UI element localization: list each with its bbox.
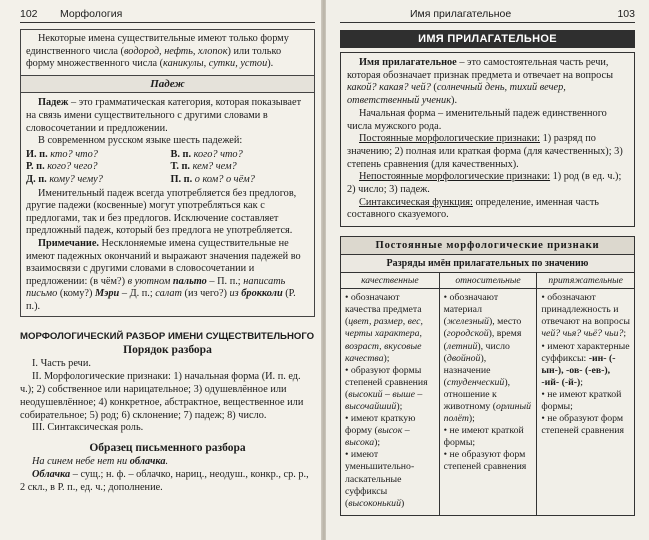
- table-title: Постоянные морфологические признаки: [341, 237, 634, 255]
- case-item: И. п. кто? что?: [26, 148, 98, 160]
- morph-analysis-heading: МОРФОЛОГИЧЕСКИЙ РАЗБОР ИМЕНИ СУЩЕСТВИТЕЛЬНОГО: [20, 331, 315, 343]
- right-page-number: 103: [617, 8, 635, 20]
- sample-sentence: На синем небе нет ни облачка.: [32, 456, 169, 468]
- case-usage-text: Именительный падеж всегда употребляется без предлогов, другие падежи (косвенные) могут употребляться как с предлогами, так и без предлогов. Исключение составляет предложный падеж, который без предлога не употребляется.: [26, 187, 297, 237]
- case-item: Р. п. кого? чего?: [26, 161, 98, 173]
- case-item: Д. п. кому? чему?: [26, 173, 103, 185]
- constant-features: Постоянные морфологические признаки: 1) разряд по значению; 2) полная или краткая форма (для качественных); 3) степень сравнения (для качественных).: [347, 133, 623, 170]
- column-header-relative: относительные: [439, 273, 537, 289]
- table-subtitle: Разряды имён прилагательных по значению: [341, 255, 634, 273]
- initial-form: Начальная форма – именительный падеж единственного числа мужского рода.: [347, 107, 607, 132]
- case-definition: Падеж – это грамматическая категория, которая показывает на связь имени существительного с другими словами в словосочетании и предложении.: [26, 97, 302, 134]
- left-page-number: 102: [20, 8, 38, 20]
- list-item: • обозначают принадлежность и отвечают на вопросы чей? чья? чьё? чьи?;: [541, 292, 630, 340]
- right-page: [326, 0, 649, 540]
- six-cases-line: В современном русском языке шесть падежей:: [38, 135, 243, 147]
- case-list: [26, 149, 309, 187]
- left-section-title: Морфология: [60, 8, 123, 20]
- order-step-2: II. Морфологические признаки: 1) начальная форма (И. п. ед. ч.); 2) собственное или нарицательное; 3) одушевлённое или неодушевлённое; 4) конкретное, абстрактное, вещественное или собирательное; 5) род; 6) склонение; 7) падеж; 8) число.: [20, 371, 304, 421]
- table-columns: [341, 273, 634, 515]
- number-note: Некоторые имена существительные имеют только форму единственного числа (водород, нефть, хлопок) или только форму множественного числа (каникулы, сутки, устои).: [26, 33, 289, 70]
- column-header-qualitative: качественные: [341, 273, 439, 289]
- nonconstant-features: Непостоянные морфологические признаки: 1) род (в ед. ч.); 2) число; 3) падеж.: [347, 171, 622, 196]
- list-item: • образуют формы степеней сравнения (высокий – выше – высочайший);: [345, 364, 428, 412]
- case-note: Примечание. Несклоняемые имена существительные не имеют падежных окончаний и выражают значения падежей во взаимосвязи с другими словами в словосочетании и предложении: (в чём?) в уютном пальто – П. п.; написать письмо (кому?) Мэри – Д. п.; салат (из чего?) из брокколи (Р. п.).: [26, 237, 301, 312]
- order-title: Порядок разбора: [123, 344, 212, 357]
- left-running-head: [20, 6, 315, 23]
- list-item: • не образуют форм степеней сравнения: [443, 449, 527, 473]
- case-box: [20, 29, 315, 317]
- list-item: • обозначают качества предмета (цвет, размер, вес, черты характера, возраст, вкусовые качества);: [345, 292, 423, 364]
- list-item: • имеют краткую форму (высок – высока);: [345, 413, 416, 449]
- list-item: • не имеют краткой формы;: [541, 388, 622, 412]
- list-item: • имеют уменьшительно-ласкательные суффиксы (высоконький): [345, 449, 415, 509]
- case-title: Падеж: [21, 75, 314, 94]
- list-item: • не образуют форм степеней сравнения: [541, 413, 624, 437]
- case-item: Т. п. кем? чем?: [170, 161, 237, 173]
- list-item: • имеют характерные суффиксы: -ин- (-ын-), -ов- (-ев-), -ий- (-й-);: [541, 340, 630, 388]
- sample-parse: Облачка – сущ.; н. ф. – облачко, нариц., неодуш., конкр., ср. р., 2 скл., в Р. п., ед. ч.; дополнение.: [20, 469, 309, 493]
- adjective-definition: Имя прилагательное – это самостоятельная часть речи, которая обозначает признак предмета и отвечает на вопросы какой? какая? чей? (солнечный день, тихий вечер, ответственный ученик).: [347, 57, 614, 107]
- right-section-title: Имя прилагательное: [410, 8, 512, 20]
- case-item: В. п. кого? что?: [170, 148, 243, 160]
- adjective-definition-box: [340, 52, 635, 227]
- left-page: [0, 0, 323, 540]
- adjective-categories-table: [340, 236, 635, 516]
- case-item: П. п. о ком? о чём?: [170, 173, 255, 185]
- column-cell-possessive: [536, 289, 634, 515]
- list-item: • обозначают материал (железный), место (городской), время (летний), число (двойной), назначение (студенческий), отношение к животному (орлиный полёт);: [443, 292, 532, 425]
- order-step-3: III. Синтаксическая роль.: [32, 422, 144, 434]
- chapter-title: ИМЯ ПРИЛАГАТЕЛЬНОЕ: [340, 30, 635, 48]
- column-header-possessive: притяжательные: [536, 273, 634, 289]
- order-step-1: I. Часть речи.: [32, 358, 91, 370]
- column-cell-relative: [439, 289, 537, 515]
- list-item: • не имеют краткой формы;: [443, 425, 524, 449]
- sample-title: Образец письменного разбора: [89, 442, 246, 455]
- column-cell-qualitative: [341, 289, 439, 515]
- syntactic-function: Синтаксическая функция: определение, именная часть составного сказуемого.: [347, 196, 600, 221]
- right-running-head: [340, 6, 635, 23]
